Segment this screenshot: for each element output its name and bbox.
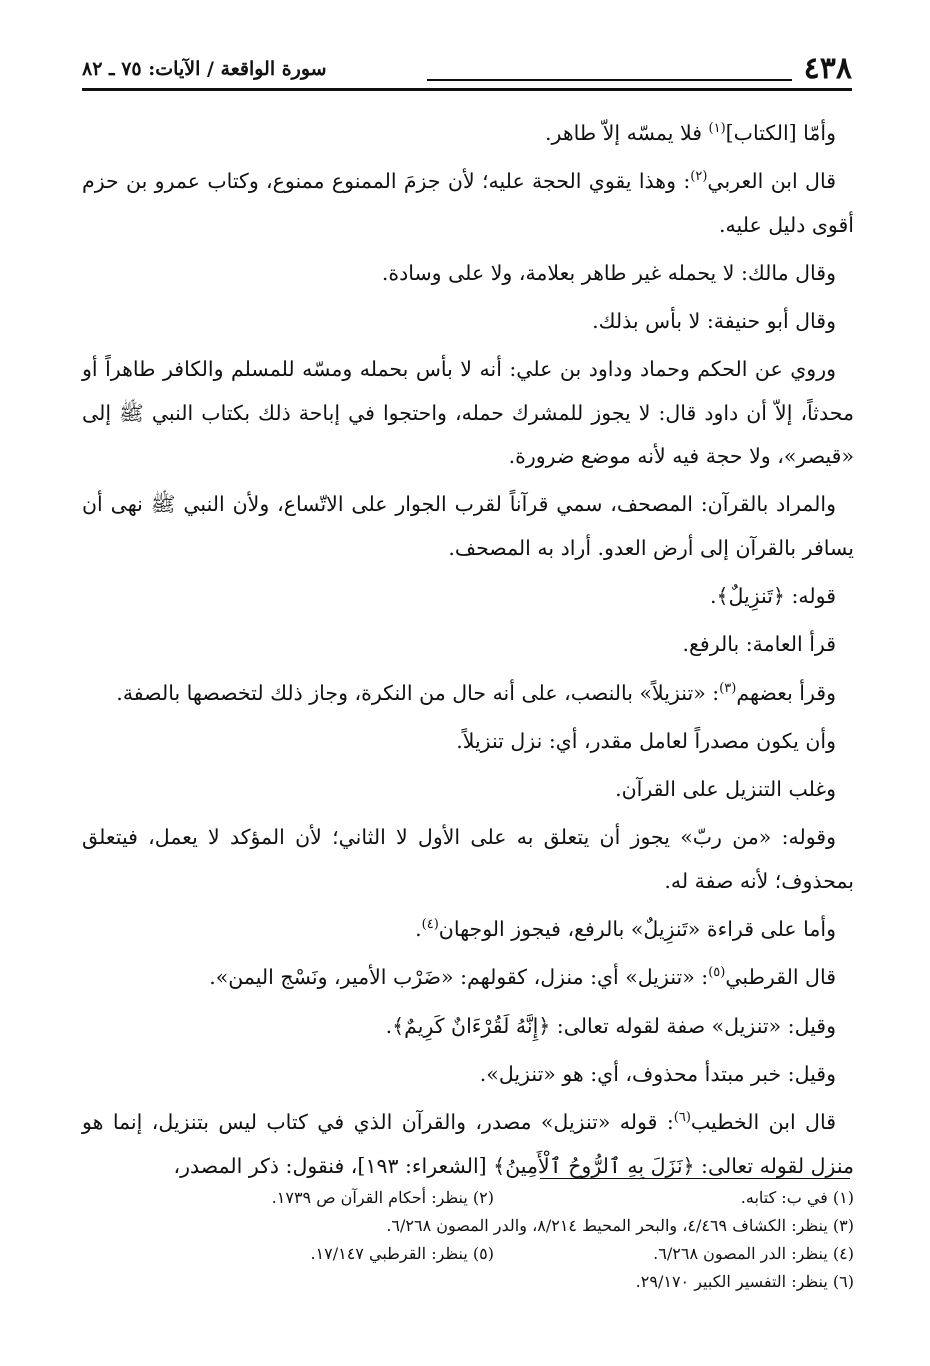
paragraph: وروي عن الحكم وحماد وداود بن علي: أنه لا بأس بحمله ومسّه للمسلم والكافر طاهراً أو محدثاً، إلاّ أن داود قال: لا يجوز للمشرك حمله، واحتجوا في إباحة ذلك بكتاب النبي ﷺ إلى «قيصر»، ولا حجة فيه لأنه موضع ضرورة. — [82, 357, 854, 469]
paragraph: قال ابن الخطيب$^{(٦)}$: قوله «تنزيل» مصدر، والقرآن الذي في كتاب ليس بتنزيل، إنما هو منزل لقوله تعالى: ﴿نَزَلَ بِهِ ٱلرُّوحُ ٱلْأَمِينُ﴾ [الشعراء: ١٩٣]، فنقول: ذكر المصدر، — [82, 1110, 854, 1178]
paragraph: وقيل: خبر مبتدأ محذوف، أي: هو «تنزيل». — [479, 1061, 836, 1086]
paragraph: وأما على قراءة «تَنزِيلٌ» بالرفع، فيجوز الوجهان$^{(٤)}$. — [415, 917, 836, 942]
footnote-line — [82, 1268, 854, 1296]
footnote-3: (٣) ينظر: الكشاف ٤/٤٦٩، والبحر المحيط ٨/٢١٤، والدر المصون ٦/٢٦٨. — [386, 1216, 854, 1235]
paragraph: وأن يكون مصدراً لعامل مقدر، أي: نزل تنزيلاً. — [456, 728, 836, 753]
footnote-2: (٢) ينظر: أحكام القرآن ص ١٧٣٩. — [271, 1188, 494, 1207]
paragraph: وقيل: «تنزيل» صفة لقوله تعالى: ﴿إِنَّهُ لَقُرْءَانٌ كَرِيمٌ﴾. — [385, 1013, 836, 1038]
footnote-ref[interactable]: (٤) — [421, 917, 439, 933]
footnote-ref[interactable]: (٥) — [708, 965, 726, 981]
footnote-ref[interactable]: (١) — [708, 121, 726, 137]
footnote-5: (٥) ينظر: القرطبي ١٧/١٤٧. — [310, 1244, 494, 1263]
footnote-line — [82, 1240, 854, 1268]
footnote-6: (٦) ينظر: التفسير الكبير ٢٩/١٧٠. — [635, 1272, 854, 1291]
footnote-line — [82, 1212, 854, 1240]
footnote-ref[interactable]: (٣) — [719, 680, 737, 696]
paragraph: وأمّا [الكتاب]$^{(١)}$ فلا يمسّه إلاّ طاهر. — [545, 121, 836, 145]
header-rule — [427, 79, 792, 81]
footnote-1: (١) في ب: كتابه. — [740, 1188, 854, 1207]
paragraph: وغلب التنزيل على القرآن. — [615, 777, 836, 802]
paragraph: وقال أبو حنيفة: لا بأس بذلك. — [592, 309, 836, 334]
paragraph: قوله: ﴿تَنزِيلٌ﴾. — [709, 583, 836, 608]
paragraph: قال ابن العربي$^{(٢)}$: وهذا يقوي الحجة عليه؛ لأن جزمَ الممنوع ممنوع، وكتاب عمرو بن حزم أقوى دليل عليه. — [82, 169, 854, 237]
footnote-line — [82, 1184, 854, 1212]
paragraph: قال القرطبي$^{(٥)}$: «تنزيل» أي: منزل، كقولهم: «ضَرْب الأمير، ونَسْج اليمن». — [209, 965, 836, 990]
page-header — [82, 50, 852, 90]
header-divider — [82, 88, 852, 91]
footnote-ref[interactable]: (٦) — [673, 1110, 691, 1126]
paragraph: وقوله: «من ربّ» يجوز أن يتعلق به على الأول لا الثاني؛ لأن المؤكد لا يعمل، فيتعلق بمحذوف؛ لأنه صفة له. — [82, 825, 854, 893]
running-title: سورة الواقعة / الآيات: ٧٥ ـ ٨٢ — [82, 58, 327, 80]
footnote-4: (٤) ينظر: الدر المصون ٦/٢٦٨. — [653, 1244, 854, 1263]
paragraph: والمراد بالقرآن: المصحف، سمي قرآناً لقرب الجوار على الاتّساع، ولأن النبي ﷺ نهى أن يسافر بالقرآن إلى أرض العدو. أراد به المصحف. — [82, 492, 854, 560]
footnote-separator — [540, 1178, 850, 1179]
main-text — [82, 112, 854, 1193]
paragraph: قرأ العامة: بالرفع. — [682, 632, 836, 657]
footnote-ref[interactable]: (٢) — [690, 169, 708, 185]
paragraph: وقرأ بعضهم$^{(٣)}$: «تنزيلاً» بالنصب، على أنه حال من النكرة، وجاز ذلك لتخصصها بالصفة. — [116, 680, 836, 705]
paragraph: وقال مالك: لا يحمله غير طاهر بعلامة، ولا على وسادة. — [381, 260, 836, 285]
footnotes — [82, 1184, 854, 1296]
page-number: ٤٣٨ — [803, 51, 852, 86]
